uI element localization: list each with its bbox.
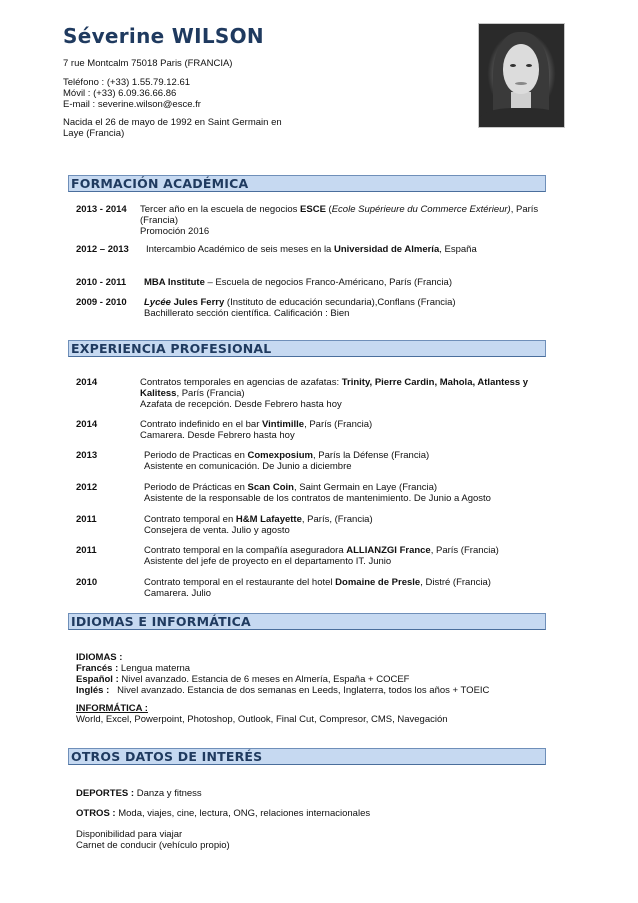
experience-year: 2011 [76,514,97,525]
profile-photo [478,23,565,128]
experience-year: 2013 [76,450,98,461]
language-item: Francés : Lengua materna [76,663,191,674]
experience-year: 2014 [76,377,98,388]
phone: Teléfono : (+33) 1.55.79.12.61 [63,77,191,88]
education-year: 2010 - 2011 [76,277,127,288]
language-item: Español : Nivel avanzado. Estancia de 6 meses en Almería, España + COCEF [76,674,410,685]
section-experience-title: EXPERIENCIA PROFESIONAL [68,340,546,357]
education-year: 2012 – 2013 [76,244,129,255]
mobile: Móvil : (+33) 6.09.36.66.86 [63,88,177,99]
address: 7 rue Montcalm 75018 Paris (FRANCIA) [63,58,233,69]
it-skills: World, Excel, Powerpoint, Photoshop, Outlook, Final Cut, Compresor, CMS, Navegación [76,714,448,725]
driving-license: Carnet de conducir (vehículo propio) [76,840,230,851]
birth-line-2: Laye (Francia) [63,128,125,139]
education-year: 2013 - 2014 [76,204,127,215]
it-title: INFORMÁTICA : [76,703,148,714]
experience-year: 2014 [76,419,98,430]
section-education-title: FORMACIÓN ACADÉMICA [68,175,546,192]
education-year: 2009 - 2010 [76,297,127,308]
email: E-mail : severine.wilson@esce.fr [63,99,201,110]
experience-year: 2012 [76,482,98,493]
sports: DEPORTES : Danza y fitness [76,788,202,799]
availability: Disponibilidad para viajar [76,829,183,840]
language-item: Inglés : Nivel avanzado. Estancia de dos semanas en Leeds, Inglaterra, todos los años + TOEIC [76,685,490,696]
section-other-title: OTROS DATOS DE INTERÉS [68,748,546,765]
experience-year: 2010 [76,577,98,588]
section-languages-title: IDIOMAS E INFORMÁTICA [68,613,546,630]
languages-title: IDIOMAS : [76,652,123,663]
candidate-name: Séverine WILSON [63,24,264,48]
birth-line-1: Nacida el 26 de mayo de 1992 en Saint Germain en [63,117,282,128]
hobbies: OTROS : Moda, viajes, cine, lectura, ONG, relaciones internacionales [76,808,371,819]
experience-year: 2011 [76,545,97,556]
